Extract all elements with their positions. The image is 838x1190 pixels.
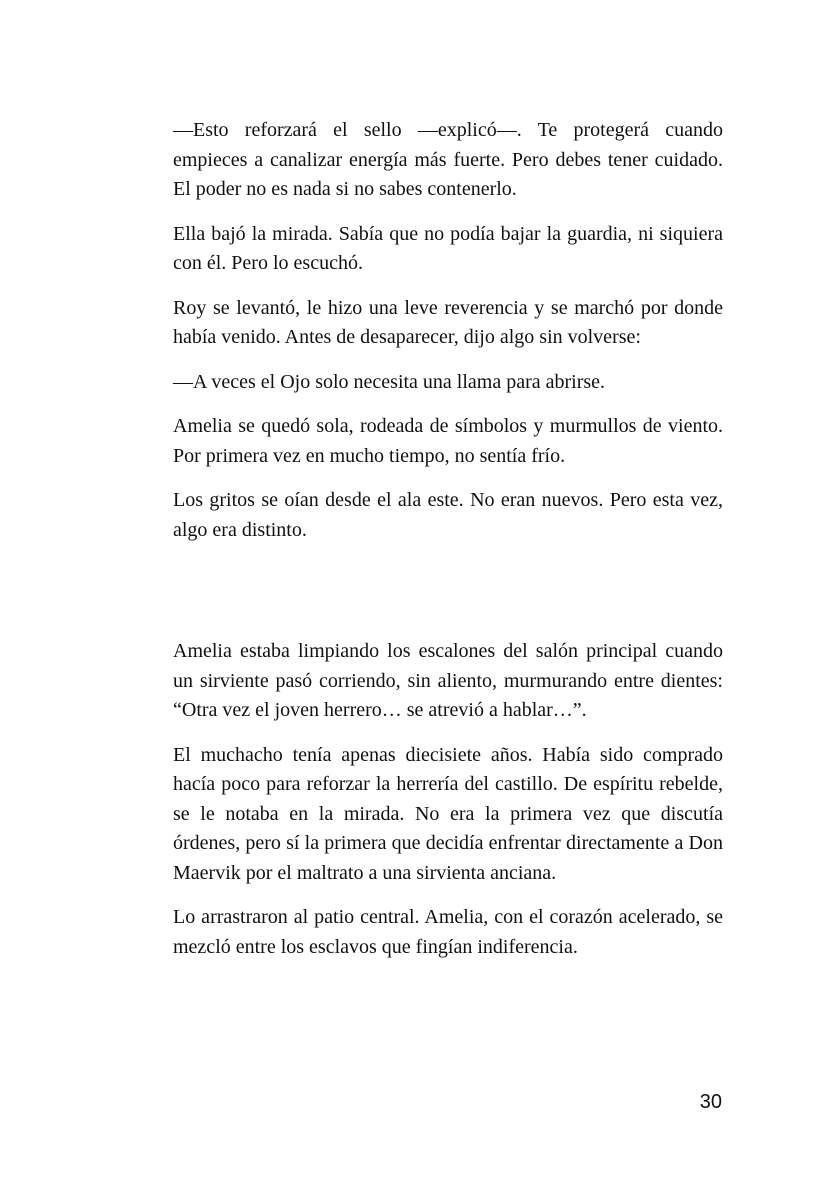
text-section-1 [173, 116, 723, 545]
text-section-2 [173, 637, 723, 962]
paragraph: El muchacho tenía apenas diecisiete años. Había sido comprado hacía poco para reforzar la herrería del castillo. De espíritu rebelde, se le notaba en la mirada. No era la primera vez que discutía órdenes, pero sí la primera que decidía enfrentar directamente a Don Maervik por el maltrato a una sirvienta anciana. [173, 743, 723, 884]
paragraph: Amelia estaba limpiando los escalones del salón principal cuando un sirviente pasó corriendo, sin aliento, murmurando entre dientes: “Otra vez el joven herrero… se atrevió a hablar…”. [173, 640, 723, 721]
paragraph: Los gritos se oían desde el ala este. No eran nuevos. Pero esta vez, algo era distinto. [173, 489, 723, 541]
page-number: 30 [699, 1091, 722, 1113]
paragraph: Amelia se quedó sola, rodeada de símbolos y murmullos de viento. Por primera vez en mucho tiempo, no sentía frío. [173, 415, 723, 467]
paragraph: Roy se levantó, le hizo una leve reverencia y se marchó por donde había venido. Antes de desaparecer, dijo algo sin volverse: [173, 296, 723, 348]
paragraph: —A veces el Ojo solo necesita una llama para abrirse. [173, 370, 606, 393]
paragraph: Ella bajó la mirada. Sabía que no podía bajar la guardia, ni siquiera con él. Pero lo escuchó. [173, 222, 723, 274]
paragraph: Lo arrastraron al patio central. Amelia, con el corazón acelerado, se mezcló entre los esclavos que fingían indiferencia. [173, 906, 723, 958]
paragraph: —Esto reforzará el sello —explicó—. Te protegerá cuando empieces a canalizar energía más fuerte. Pero debes tener cuidado. El poder no es nada si no sabes contenerlo. [173, 119, 723, 200]
